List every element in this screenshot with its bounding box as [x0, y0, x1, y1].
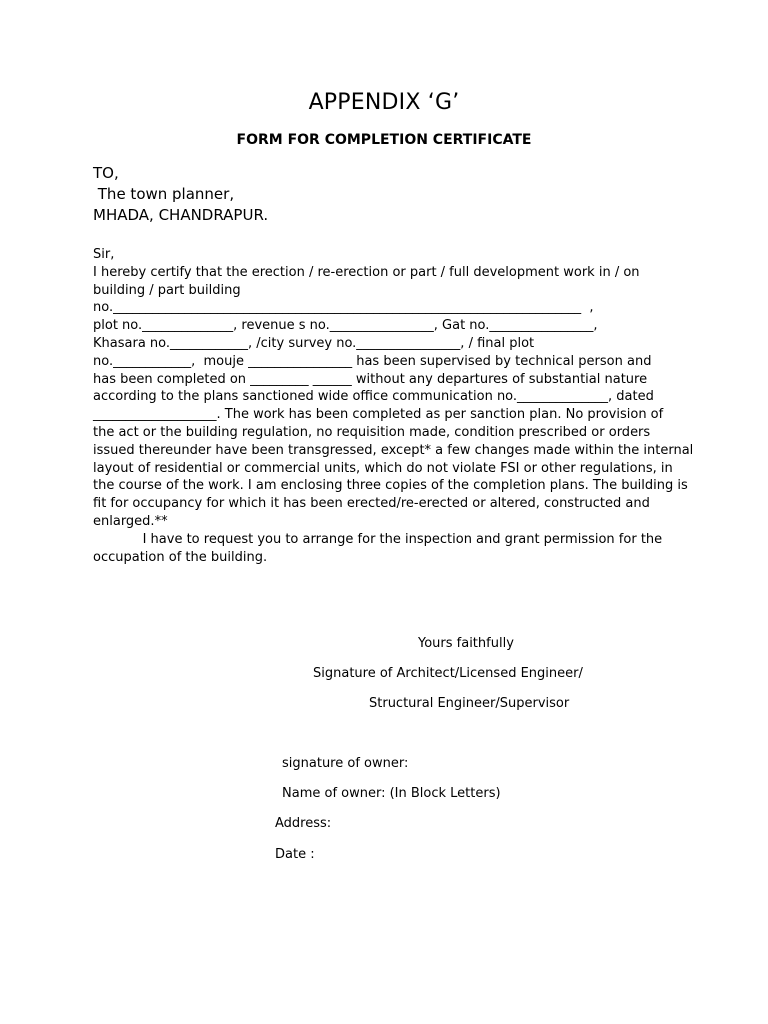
appendix-title: APPENDIX ‘G’	[308, 90, 460, 115]
owner-name-label: Name of owner: (In Block Letters)	[282, 786, 501, 801]
owner-address-label: Address:	[275, 816, 332, 831]
body-line: the act or the building regulation, no requisition made, condition prescribed or orders	[93, 424, 651, 440]
body-line: Sir,	[93, 247, 115, 262]
body-line: no.________________________________________________________________________ ,	[93, 300, 594, 316]
owner-signature-label: signature of owner:	[282, 756, 409, 771]
addressee-block	[93, 163, 268, 226]
body-line: no.____________, mouje ________________ has been supervised by technical person and	[93, 353, 652, 369]
addressee-line: MHADA, CHANDRAPUR.	[93, 206, 269, 224]
body-line: Khasara no.____________, /city survey no.________________, / final plot	[93, 335, 535, 351]
body-line: occupation of the building.	[93, 549, 268, 565]
body-line: I hereby certify that the erection / re-erection or part / full development work in / on	[93, 264, 640, 280]
body-line: building / part building	[93, 282, 241, 298]
addressee-line: The town planner,	[93, 185, 235, 203]
body-line: according to the plans sanctioned wide office communication no.______________, dated	[93, 389, 654, 405]
addressee-line: TO,	[93, 164, 119, 182]
body-line: the course of the work. I am enclosing three copies of the completion plans. The building is	[93, 478, 688, 494]
body-line: layout of residential or commercial units, which do not violate FSI or other regulations, in	[93, 460, 673, 476]
body-line: I have to request you to arrange for the inspection and grant permission for the	[93, 531, 663, 547]
body-line: ___________________. The work has been completed as per sanction plan. No provision of	[93, 407, 664, 423]
signature-structural-label: Structural Engineer/Supervisor	[369, 696, 570, 711]
body-line: issued thereunder have been transgressed, except* a few changes made within the internal	[93, 442, 694, 458]
body-line: enlarged.**	[93, 513, 168, 529]
body-line: has been completed on _________ ______ without any departures of substantial nature	[93, 371, 648, 387]
form-title: FORM FOR COMPLETION CERTIFICATE	[236, 132, 532, 148]
body-line: plot no.______________, revenue s no.________________, Gat no.________________,	[93, 318, 598, 334]
signature-architect-label: Signature of Architect/Licensed Engineer/	[313, 666, 583, 681]
date-label: Date :	[275, 847, 315, 862]
body-line: fit for occupancy for which it has been erected/re-erected or altered, constructed and	[93, 496, 650, 512]
yours-faithfully: Yours faithfully	[418, 636, 514, 651]
letter-body	[93, 246, 694, 566]
